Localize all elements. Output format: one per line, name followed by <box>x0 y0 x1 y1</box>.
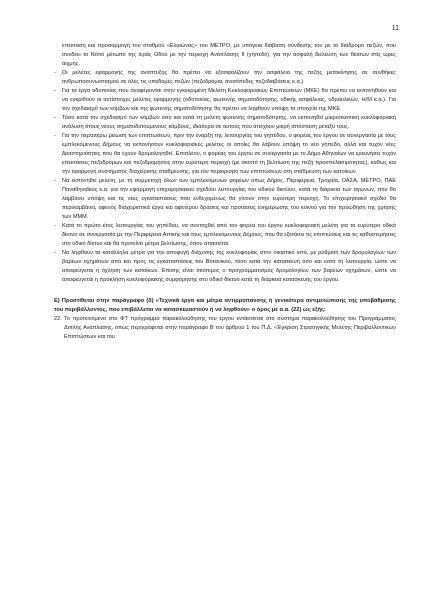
bullet-marker: - <box>54 178 56 184</box>
bullet-marker: - <box>54 223 56 229</box>
item-text: Το προτεινόμενο στο ΦΤ πρόγραμμα παρακολούθησης του έργου εντάσσεται στο σύστημα παρακολούθησης του Προγράμματος Διπλής Ανάπλασης, όπως περιγράφεται στην παράγραφο Β του άρθρου 1 του Π.Δ. «Έγκριση Στρατηγικής Μελέτης Περιβαλλοντικών Επιπτώσεων και του <box>64 316 396 340</box>
bullet-marker: - <box>54 133 56 139</box>
intro-paragraph: επέκταση και προσαρμογή του σταθμού «Ελαιώνας» του ΜΕΤΡΟ, με υπόγεια διάβαση σύνδεσής του με το διάδρομο πεζών, που συνδέει το Νότιο μέτωπο της Ιεράς Οδού με την περιοχή Ανάπλασης ΙΙ (γήπεδο), για την ασφαλή διέλευση των θεατών στις ώρες αιχμής. <box>62 43 396 67</box>
bullet-text: Οι μελέτες εφαρμογής της ανάπτυξης θα πρέπει να εξασφαλίζουν την ασφάλεια της πεζής μετακίνησης σε συνθήκες ανθρωποσυνωστισμού σε όλες τις υποδομές πεζών (πεζοδρόμια, ανισόπεδες πεζοδιαβάσεις κ.α.) <box>62 70 396 85</box>
bullet-item <box>54 249 396 285</box>
bullet-marker: - <box>54 115 56 121</box>
bullet-text: Για τα έργα οδοποιίας που αναφέρονται στην εγκεκριμένη Μελέτη Κυκλοφοριακών Επιπτώσεων (ΜΚΕ) θα πρέπει να εκπονηθούν και να εγκριθούν οι αντίστοιχες μελέτες εφαρμογής (οδοποιίας, φωτεινής σηματοδότησης, οδικής ασφάλειας, υδραυλικών, Η/Μ κ.α.). Για τον σχεδιασμό των κόμβων και της φωτεινής σηματοδότησης θα πρέπει να ληφθούν υπόψη τα στοιχεία της ΜΚΕ. <box>62 88 396 112</box>
bullet-marker: - <box>54 70 56 76</box>
page-number: 11 <box>391 25 399 32</box>
bullet-text: Τόσο κατά τον σχεδιασμό των κόμβων όσο και κατά τη μελέτη φωτεινής σηματοδότησης, να εκπονηθεί μικροσκοπική κυκλοφοριακή ανάλυση στους νέους σηματοδοτούμενους κόμβους, ιδιαίτερα σε αυτούς που απέχουν μικρή απόσταση μεταξύ τους. <box>62 115 396 130</box>
numbered-item <box>54 315 396 342</box>
bullet-list <box>54 69 396 285</box>
item-number: 22. <box>54 316 62 322</box>
bullet-item <box>54 114 396 132</box>
bullet-text: Για την περαιτέρω μείωση των επιπτώσεων, πριν την έναρξη της λειτουργίας του γηπέδου, ο φορέας του έργου σε συνεργασία με τους εμπλεκόμενους Δήμους να εκπονήσουν κυκλοφοριακές μελέτες οι οποίες θα λάβουν υπόψη το νέο γήπεδο, αλλά και τυχόν νέες δραστηριότητες που θα έχουν δρομολογηθεί. Επιπλέον, ο φορέας του έργου σε συνεργασία με το Δήμο Αθηναίων να ερευνήσει τυχόν επεκτάσεις πεζοδρόμων και πεζοδρομήσεις στην ευρύτερη περιοχή (με σκοπό τη βελτίωση της πεζή προσπελασιμότητας), καθώς και την εφαρμογή συστήματος διαχείρισης στάθμευσης, για τον περιορισμό των επιπτώσεων στη στάθμευση των κατοίκων. <box>62 133 396 175</box>
bullet-item <box>54 87 396 114</box>
page-content <box>54 42 396 342</box>
bullet-item <box>54 132 396 177</box>
bullet-marker: - <box>54 88 56 94</box>
bullet-item <box>54 69 396 87</box>
section-heading: Ε) Προστίθεται στην παράγραφο (δ) «Τεχνικά έργα και μέτρα αντιρρύπανσης ή γενικότερα αντιμετώπισης της υποβάθμισης του περιβάλλοντος, που επιβάλλεται να κατασκευαστούν ή να ληφθούν» ο όρος με α.α. (22) ως εξής: <box>54 298 396 313</box>
bullet-item <box>54 177 396 222</box>
bullet-text: Να ληφθούν τα κατάλληλα μέτρα για την αποφυγή διάχυσης της κυκλοφορίας στον οικιστικό ιστό, με ρύθμιση των δρομολογίων των βαρέων οχημάτων από και προς τις εγκαταστάσεις του Βοτανικού, τόσο κατά την κατασκευή όσο και κατά τη λειτουργία, ώστε να αποφεύγεται η όχληση των κατοίκων. Επίσης είναι σκόπιμος ο προγραμματισμός δρομολογίων των βαρέων οχημάτων, ώστε να αποφεύγεται η πρόκληση κυκλοφοριακής συμφόρησης στο οδικό δίκτυο κατά τη διάρκεια κατασκευής του έργου. <box>62 250 396 283</box>
bullet-text: Να εκπονηθεί μελέτη, με τη συμμετοχή όλων των εμπλεκόμενων φορέων όπως Δήμος, Περιφέρεια, Τροχαία, ΟΑΣΑ, ΜΕΤΡΟ, ΠΑΕ Παναθηναϊκός κ.α. για την εφαρμογή επιχειρησιακού σχεδίου λειτουργίας του οδικού δικτύου, κατά τη διάρκεια των αγώνων, που θα λαμβάνει υπόψη και τις νέες εγκαταστάσεις που ενδεχομένως θα γίνουν στην ευρύτερη περιοχή. Το επιχειρησιακό σχέδιο θα περιλαμβάνει, αφενός διαχειριστικά έργα και αφετέρου δράσεις και προτάσεις ενημέρωσης του κοινού για την προώθηση της χρήσης των ΜΜΜ. <box>62 178 396 220</box>
bullet-marker: - <box>54 250 56 256</box>
bullet-item <box>54 222 396 249</box>
bullet-text: Κατά το πρώτο έτος λειτουργίας του γηπέδου, να συνταχθεί από τον φορέα του έργου κυκλοφοριακή μελέτη για το ευρύτερο οδικό δίκτυο σε συνεργασία με την Περιφέρεια Αττικής και τους εμπλεκόμενους Δήμους, που θα εξετάσει τις επιπτώσεις και τις καθυστερήσεις στο οδικό δίκτυο και θα προτείνει μέτρα βελτίωσης, όπου απαιτείται. <box>62 223 396 247</box>
